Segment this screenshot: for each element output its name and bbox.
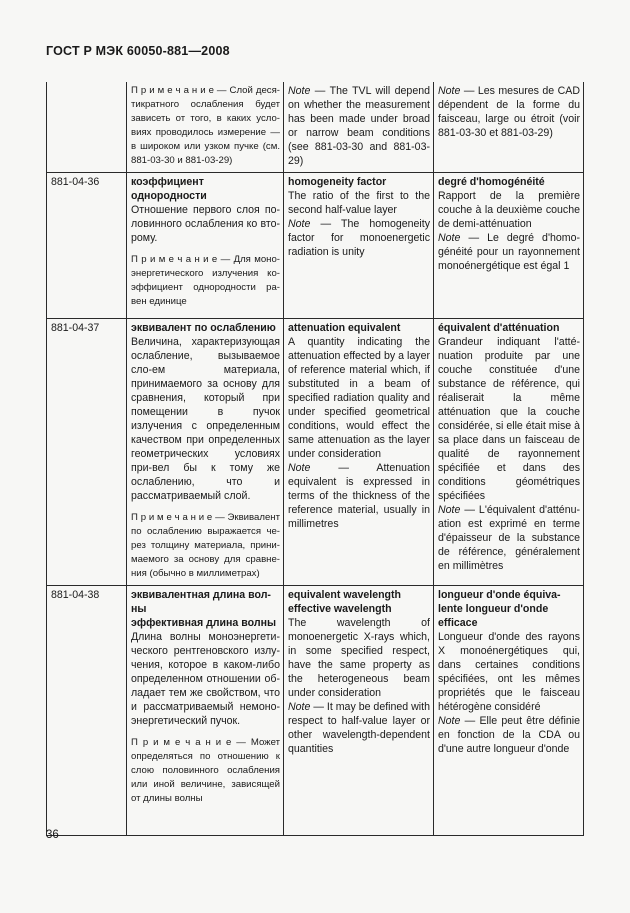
russian-cell [127,586,284,836]
english-cell [284,82,434,173]
russian-definition: Отношение первого слоя по-ловинного ослабления ко вто-рому. [131,204,280,244]
english-definition: The wavelength of monoenergetic X-rays which, in some specified respect, have the same property as the heterogeneous beam under consideration [288,617,430,699]
table-row [47,82,584,173]
english-note-text: — The TVL will depend on whether the measurement has been made under broad or narrow beam conditions (see 881-03-30 and 881-03-29) [288,85,430,167]
french-term: longueur d'onde équiva-lente longueur d'onde efficace [438,589,561,629]
french-term: équivalent d'atténuation [438,322,560,334]
russian-term: эквивалентная длина вол-ны эффективная длина волны [131,589,277,629]
russian-term: коэффициент однородности [131,176,207,202]
french-note-text: — Le degré d'homo-généité pour un rayonnement monoénergétique est égal 1 [438,232,580,272]
french-definition: Grandeur indiquant l'atté-nuation produite par une couche constituée d'une substance de référence, qui réaliserait la même atténuation que la couche considérée, si elle était mise à sa place dans un faisceau de qualité de rayonnement spécifiée et dans des conditions géométriques spécifiées [438,336,580,502]
term-code-cell: 881-04-38 [47,586,127,836]
english-cell [284,173,434,319]
english-cell [284,319,434,586]
russian-note: П р и м е ч а н и е — Может определяться по отношению к слою половинного ослабления или иной величине, зависящей от длины волны [131,737,280,804]
french-note-text: — Les mesures de CAD dépendent de la forme du faisceau, large ou étroit (voir 881-03-30 et 881-03-29) [438,85,580,139]
russian-definition: Длина волны моноэнергети-ческого рентгеновского излу-чения, которое в каком-либо определенном отношении об-ладает тем же свойством, что и рассматриваемый немоно-энергетический пучок. [131,631,280,727]
terms-table [46,82,584,836]
russian-definition: Величина, характеризующая ослабление, вызываемое сло-ем материала, принимаемого за основу для сравнения, который при помещении в пучок излучения с определенным качеством при определенных геометрических условиях при-вел бы к тому же ослаблению, что и рассматриваемый слой. [131,336,280,502]
english-term: equivalent wavelength effective wavelength [288,589,402,615]
russian-cell [127,173,284,319]
english-note [288,700,430,756]
english-term: attenuation equivalent [288,322,401,334]
french-definition: Rapport de la première couche à la deuxième couche de demi-atténuation [438,190,580,230]
english-definition: The ratio of the first to the second half-value layer [288,190,430,216]
term-code-cell [47,82,127,173]
note-label: Note [438,232,461,244]
french-term: degré d'homogénéité [438,176,545,188]
english-note [288,461,430,531]
note-label: Note [288,218,311,230]
english-definition: A quantity indicating the attenuation effected by a layer of reference material which, if substituted in a beam of specified radiation quality and under specified geometrical conditions, would effect the same attenuation as the layer under consideration [288,336,430,460]
french-cell [434,173,584,319]
french-note [438,714,580,756]
french-note [438,231,580,273]
french-note-text: — Elle peut être définie en fonction de la CDA ou d'une autre longueur d'onde [438,715,580,755]
page-number: 36 [46,829,59,841]
french-note [438,84,580,140]
french-cell [434,82,584,173]
russian-cell [127,319,284,586]
note-label: Note [438,85,461,97]
note-label: Note [438,504,461,516]
english-note [288,84,430,168]
french-cell [434,586,584,836]
english-note-text: — Attenuation equivalent is expressed in terms of the thickness of the reference material, usually in millimetres [288,462,430,530]
table-row [47,319,584,586]
table-row [47,173,584,319]
term-code-cell: 881-04-37 [47,319,127,586]
russian-note: П р и м е ч а н и е — Эквивалент по ослаблению выражается че-рез толщину материала, прини-маемого за основу для сравне-ния (обычно в миллиметрах) [131,512,280,579]
french-note-text: — L'équivalent d'atténu-ation est exprimé en terme d'épaisseur de la substance de référence, généralement en millimètres [438,504,580,572]
note-label: Note [438,715,461,727]
english-note-text: — The homogeneity factor for monoenergetic radiation is unity [288,218,430,258]
russian-cell [127,82,284,173]
note-label: Note [288,462,311,474]
french-note [438,503,580,573]
english-cell [284,586,434,836]
french-cell [434,319,584,586]
note-label: Note [288,701,311,713]
table-row [47,586,584,836]
french-definition: Longueur d'onde des rayons X monoénergétiques qui, dans certaines conditions spécifiées, ont les mêmes propriétés que le faisceau hétérogène considéré [438,631,580,713]
english-note [288,217,430,259]
document-header: ГОСТ Р МЭК 60050-881—2008 [46,44,230,58]
english-note-text: — It may be defined with respect to half-value layer or other wavelength-dependent quantities [288,701,430,755]
english-term: homogeneity factor [288,176,387,188]
russian-note: П р и м е ч а н и е — Для моно-энергетического излучения ко-эффициент однородности ра-вен единице [131,254,280,307]
russian-term: эквивалент по ослаблению [131,322,276,334]
term-code-cell: 881-04-36 [47,173,127,319]
note-label: Note [288,85,311,97]
russian-note: П р и м е ч а н и е — Слой деся-тикратного ослабления будет зависеть от того, в каких усло-виях проводилось измерение — в широком или узком пучке (см. 881-03-30 и 881-03-29) [131,85,280,166]
